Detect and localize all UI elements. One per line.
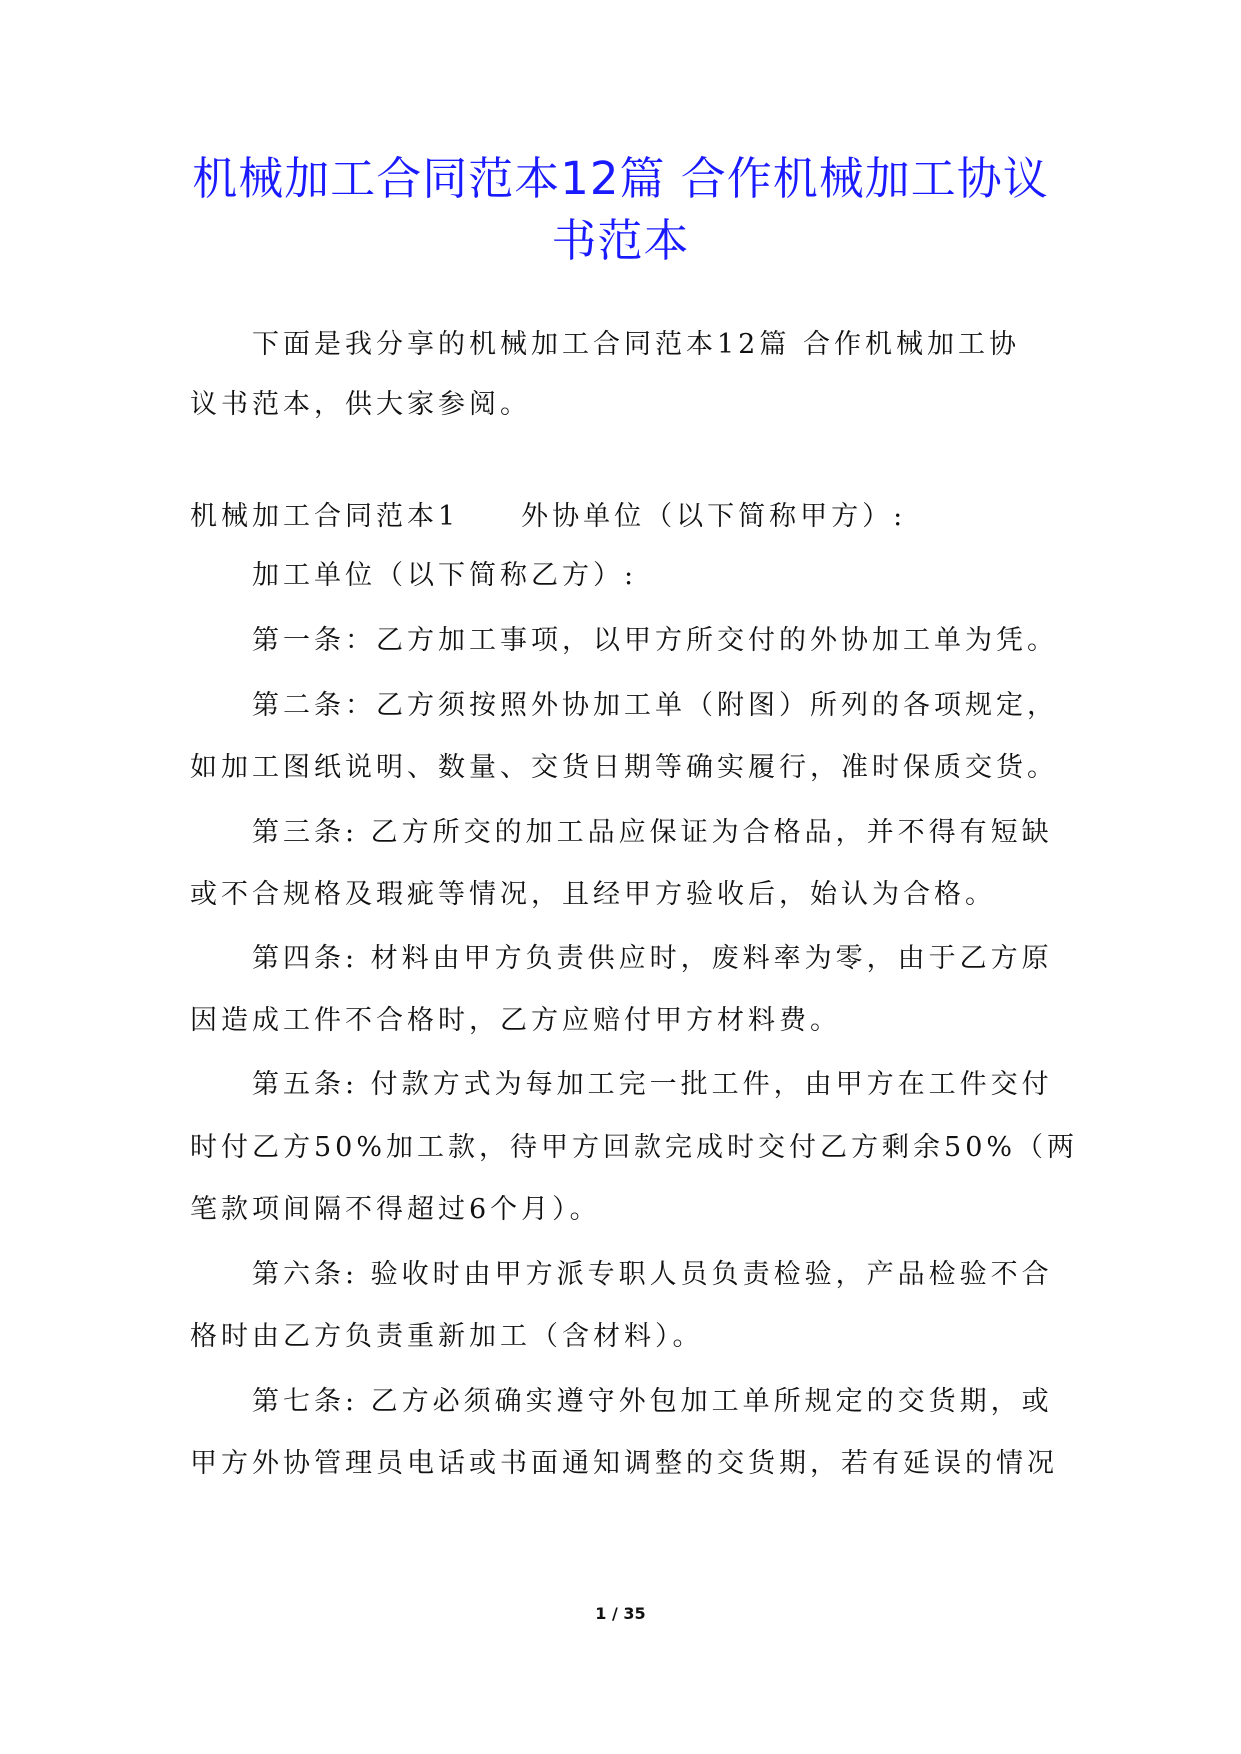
body-line: 第七条: 乙方必须确实遵守外包加工单所规定的交货期，或 [252, 1386, 1053, 1417]
body-line: 格时由乙方负责重新加工（含材料）。 [190, 1321, 704, 1352]
section-heading: 机械加工合同范本1 外协单位（以下简称甲方）: [190, 501, 907, 532]
page-indicator: 1 / 35 [595, 1604, 646, 1623]
intro-line-2: 议书范本，供大家参阅。 [190, 389, 531, 420]
body-line: 或不合规格及瑕疵等情况，且经甲方验收后，始认为合格。 [190, 879, 996, 910]
body-line: 时付乙方50%加工款，待甲方回款完成时交付乙方剩余50%（两 [190, 1132, 1079, 1163]
title-line-1: 机械加工合同范本12篇 合作机械加工协议 [192, 152, 1049, 205]
body-line: 笔款项间隔不得超过6个月）。 [190, 1194, 601, 1225]
body-line: 加工单位（以下简称乙方）: [252, 560, 638, 591]
body-line: 如加工图纸说明、数量、交货日期等确实履行，准时保质交货。 [190, 752, 1058, 783]
title-line-2: 书范本 [551, 214, 690, 267]
body-line: 第五条: 付款方式为每加工完一批工件，由甲方在工件交付 [252, 1069, 1053, 1100]
body-line: 第四条: 材料由甲方负责供应时，废料率为零，由于乙方原 [252, 943, 1053, 974]
intro-line-1: 下面是我分享的机械加工合同范本12篇 合作机械加工协 [252, 329, 1020, 360]
body-line: 甲方外协管理员电话或书面通知调整的交货期，若有延误的情况 [190, 1448, 1058, 1479]
body-line: 第一条：乙方加工事项，以甲方所交付的外协加工单为凭。 [252, 625, 1058, 656]
body-line: 第二条：乙方须按照外协加工单（附图）所列的各项规定， [252, 690, 1058, 721]
body-line: 第六条: 验收时由甲方派专职人员负责检验，产品检验不合 [252, 1259, 1053, 1290]
body-line: 因造成工件不合格时，乙方应赔付甲方材料费。 [190, 1005, 841, 1036]
document-title [150, 148, 1091, 272]
body-line: 第三条: 乙方所交的加工品应保证为合格品，并不得有短缺 [252, 817, 1053, 848]
